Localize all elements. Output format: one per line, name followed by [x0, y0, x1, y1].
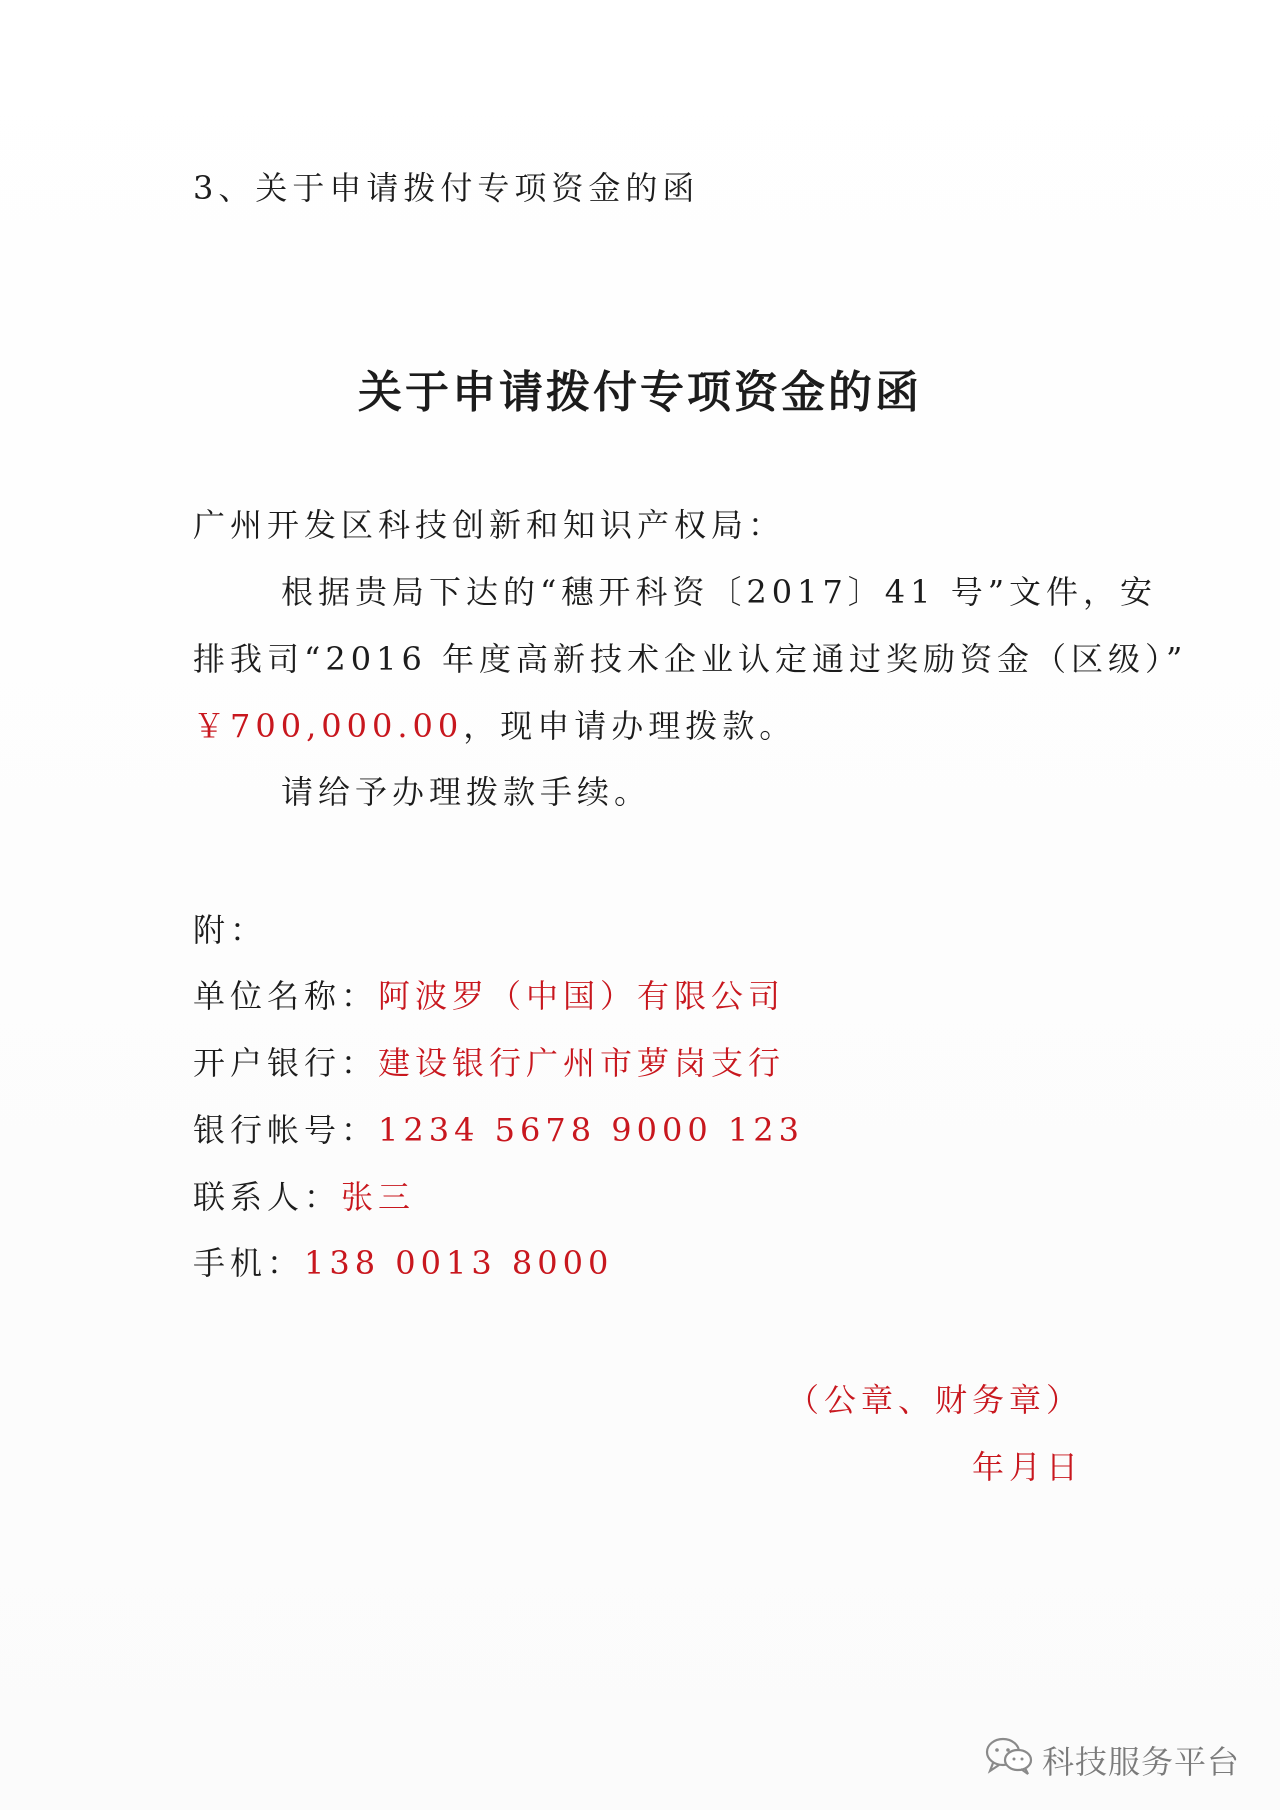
seal-note: （公章、财务章）: [786, 1381, 1083, 1419]
mobile-row: [193, 1243, 613, 1283]
account-value: 1234 5678 9000 123: [378, 1111, 804, 1149]
contact-row: [193, 1177, 415, 1217]
watermark-text: 科技服务平台: [1041, 1743, 1240, 1781]
wechat-icon: [984, 1736, 1034, 1784]
company-label: 单位名称：: [193, 977, 379, 1015]
body-line-1: 根据贵局下达的“穗开科资〔2017〕41 号”文件，安: [281, 573, 1158, 611]
watermark: [984, 1736, 1240, 1784]
document-title: 关于申请拨付专项资金的函: [358, 367, 922, 418]
contact-label: 联系人：: [193, 1178, 342, 1216]
mobile-label: 手机：: [193, 1244, 305, 1282]
addressee: 广州开发区科技创新和知识产权局：: [193, 506, 786, 544]
body-line-3: [193, 706, 796, 746]
bank-value: 建设银行广州市萝岗支行: [378, 1044, 786, 1082]
bank-row: [193, 1043, 785, 1083]
body-line-2: 排我司“2016 年度高新技术企业认定通过奖励资金（区级）”: [193, 640, 1188, 678]
bank-label: 开户银行：: [193, 1044, 379, 1082]
amount-value: ￥700,000.00: [193, 707, 464, 745]
date-line: 年月日: [971, 1448, 1083, 1486]
mobile-value: 138 0013 8000: [304, 1244, 614, 1282]
contact-value: 张三: [341, 1178, 416, 1216]
account-label: 银行帐号：: [193, 1111, 379, 1149]
company-value: 阿波罗（中国）有限公司: [378, 977, 786, 1015]
company-row: [193, 976, 785, 1016]
body-line-4: 请给予办理拨款手续。: [281, 773, 652, 811]
body-line-3-rest: ，现申请办理拨款。: [463, 707, 797, 745]
attachment-label: 附：: [193, 911, 268, 949]
account-row: [193, 1110, 804, 1150]
section-heading: 3、关于申请拨付专项资金的函: [193, 169, 700, 207]
